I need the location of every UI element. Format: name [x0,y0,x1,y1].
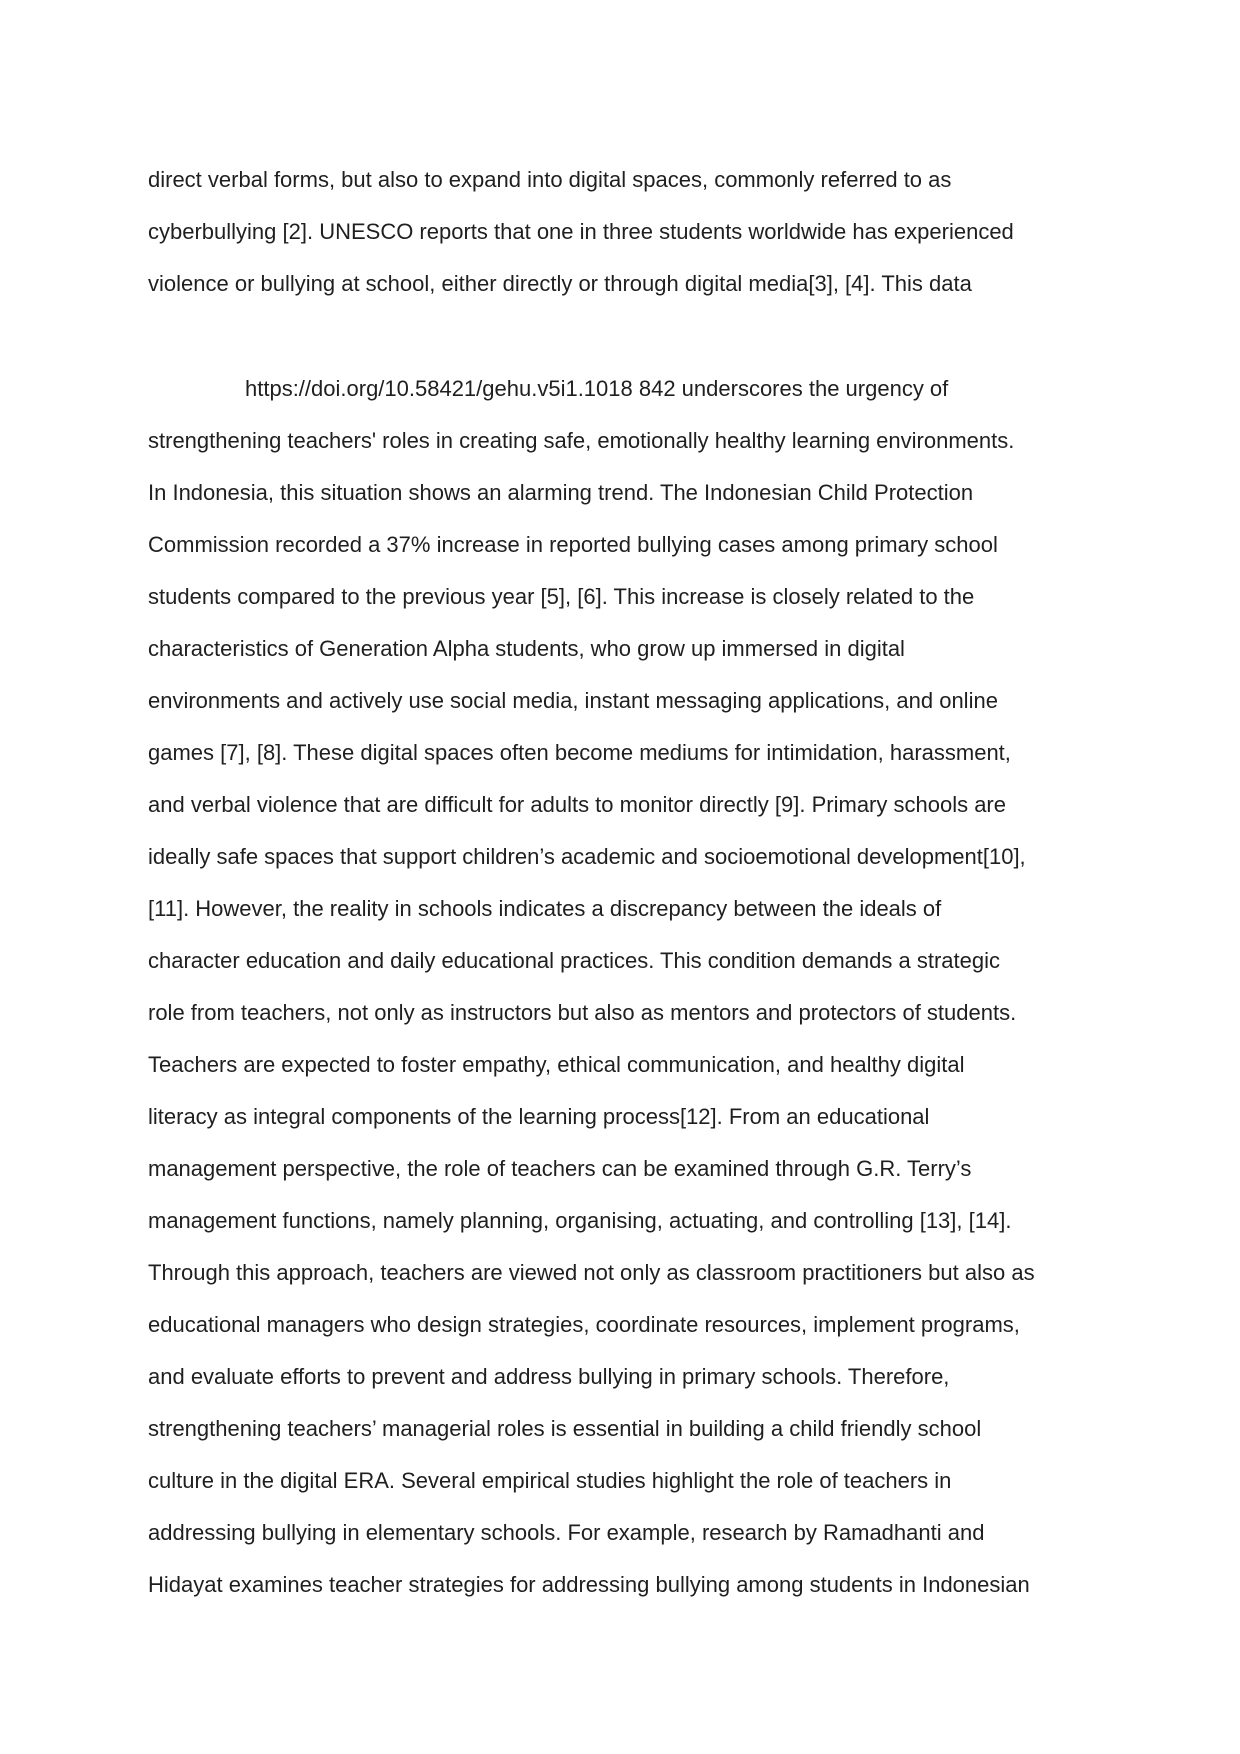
text-line: and verbal violence that are difficult for adults to monitor directly [9]. Primary schools are [148,792,1006,817]
text-line: Through this approach, teachers are viewed not only as classroom practitioners but also as [148,1260,1035,1285]
text-line: direct verbal forms, but also to expand into digital spaces, commonly referred to as [148,167,952,192]
text-line: character education and daily educational practices. This condition demands a strategic [148,948,1000,973]
text-line: management perspective, the role of teachers can be examined through G.R. Terry’s [148,1156,972,1181]
text-line: addressing bullying in elementary schools. For example, research by Ramadhanti and [148,1520,985,1545]
doi-line: https://doi.org/10.58421/gehu.v5i1.1018 842 underscores the urgency of [245,376,949,401]
text-line: literacy as integral components of the learning process[12]. From an educational [148,1104,930,1129]
text-line: students compared to the previous year [5], [6]. This increase is closely related to the [148,584,975,609]
text-line: cyberbullying [2]. UNESCO reports that one in three students worldwide has experienced [148,219,1014,244]
text-line: Teachers are expected to foster empathy, ethical communication, and healthy digital [148,1052,965,1077]
text-line: characteristics of Generation Alpha students, who grow up immersed in digital [148,636,905,661]
text-line: educational managers who design strategies, coordinate resources, implement programs, [148,1312,1020,1337]
text-line: management functions, namely planning, organising, actuating, and controlling [13], [14]. [148,1208,1012,1233]
text-line: Hidayat examines teacher strategies for addressing bullying among students in Indonesian [148,1572,1030,1597]
text-line: culture in the digital ERA. Several empirical studies highlight the role of teachers in [148,1468,952,1493]
text-line: role from teachers, not only as instructors but also as mentors and protectors of students. [148,1000,1017,1025]
paragraph-main [148,363,1108,1611]
text-line: games [7], [8]. These digital spaces often become mediums for intimidation, harassment, [148,740,1011,765]
paragraph-top [148,154,1108,310]
text-line: Commission recorded a 37% increase in reported bullying cases among primary school [148,532,998,557]
text-line: [11]. However, the reality in schools indicates a discrepancy between the ideals of [148,896,942,921]
text-line: environments and actively use social media, instant messaging applications, and online [148,688,998,713]
text-line: violence or bullying at school, either directly or through digital media[3], [4]. This data [148,271,972,296]
text-line: strengthening teachers’ managerial roles is essential in building a child friendly school [148,1416,982,1441]
text-line: and evaluate efforts to prevent and address bullying in primary schools. Therefore, [148,1364,950,1389]
text-line: strengthening teachers' roles in creating safe, emotionally healthy learning environments. [148,428,1015,453]
text-line: ideally safe spaces that support children’s academic and socioemotional development[10], [148,844,1026,869]
text-line: In Indonesia, this situation shows an alarming trend. The Indonesian Child Protection [148,480,974,505]
